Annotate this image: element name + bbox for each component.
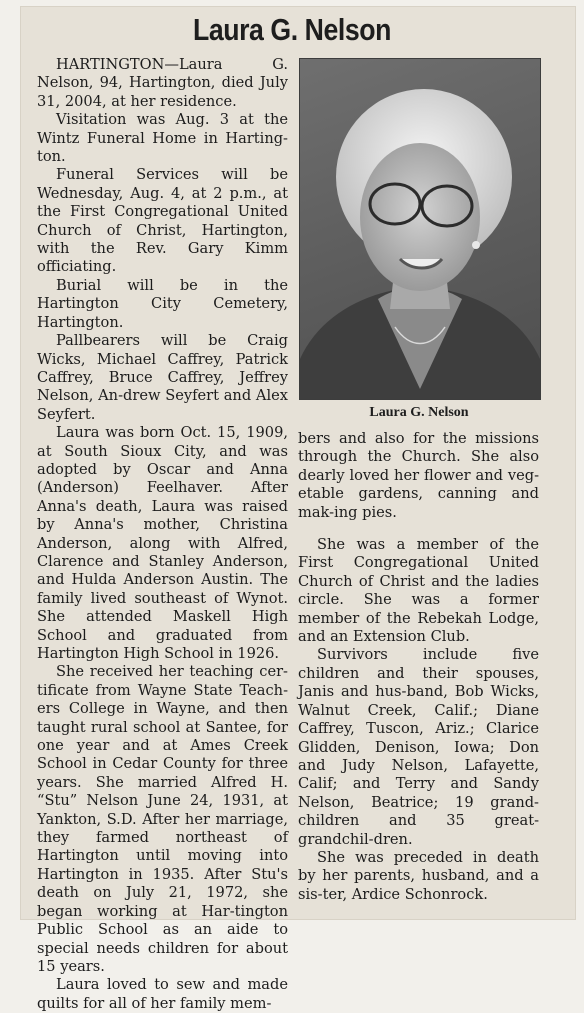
paragraph-burial: Burial will be in the Hartington City Cemetery, Hartington. [37,276,288,331]
paragraph-pallbearers: Pallbearers will be Craig Wicks, Michael Caffrey, Patrick Caffrey, Bruce Caffrey, Jeffrey Nelson, An-drew Seyfert and Alex Seyfert. [37,332,288,423]
portrait-photo [299,58,541,400]
paragraph-survivors: Survivors include five children and their spouses, Janis and hus-band, Bob Wicks, Walnut Creek, Calif.; Diane Caffrey, Tuscon, Ariz.; Clarice Glidden, Denison, Iowa; Don and Judy Nelson, Lafayette, Calif; and Terry and Sandy Nelson, Beatrice; 19 grand-children and 35 great-grandchil-dren. [298,646,539,848]
obituary-headline: Laura G. Nelson [192,12,391,47]
paragraph-early-life: Laura was born Oct. 15, 1909, at South Sioux City, and was adopted by Oscar and Anna (Anderson) Feelhaver. After Anna's death, Laura was raised by Anna's mother, Christina Anderson, along with Alfred, Clarence and Stanley Anderson, and Hulda Anderson Austin. The family lived southeast of Wynot. She attended Maskell High School and graduated from Hartington High School in 1926. [37,424,288,662]
right-text-column [298,430,539,904]
paragraph-hobbies-start: Laura loved to sew and made quilts for all of her family mem- [37,976,288,1012]
paragraph-preceded-in-death: She was preceded in death by her parents, husband, and a sis-ter, Ardice Schonrock. [298,848,539,903]
paragraph-career-marriage: She received her teaching cer-tificate from Wayne State Teach-ers College in Wayne, and then taught rural school at Santee, for one year and at Ames Creek School in Cedar County for three years. She married Alfred H. “Stu” Nelson June 24, 1931, at Yankton, S.D. After her marriage, they farmed northeast of Hartington until moving into Hartington in 1935. After Stu's death on July 21, 1972, she began working at Har-tington Public School as an aide to special needs children for about 15 years. [37,663,288,975]
paragraph-memberships: She was a member of the First Congregational United Church of Christ and the ladies circle. She was a former member of the Rebekah Lodge, and an Extension Club. [298,536,539,646]
paragraph-funeral-services: Funeral Services will be Wednesday, Aug. 4, at 2 p.m., at the First Congregational United Church of Christ, Hartington, with the Rev. Gary Kimm officiating. [37,166,288,276]
left-text-column [37,56,288,1013]
paragraph-visitation: Visitation was Aug. 3 at the Wintz Funeral Home in Harting-ton. [37,111,288,166]
paragraph-death-notice: HARTINGTON—Laura G. Nelson, 94, Hartington, died July 31, 2004, at her residence. [37,56,288,110]
paragraph-hobbies-end: bers and also for the missions through the Church. She also dearly loved her flower and veg-etable gardens, canning and mak-ing pies. [298,430,539,521]
photo-caption: Laura G. Nelson [369,405,469,420]
portrait-image [300,59,540,399]
